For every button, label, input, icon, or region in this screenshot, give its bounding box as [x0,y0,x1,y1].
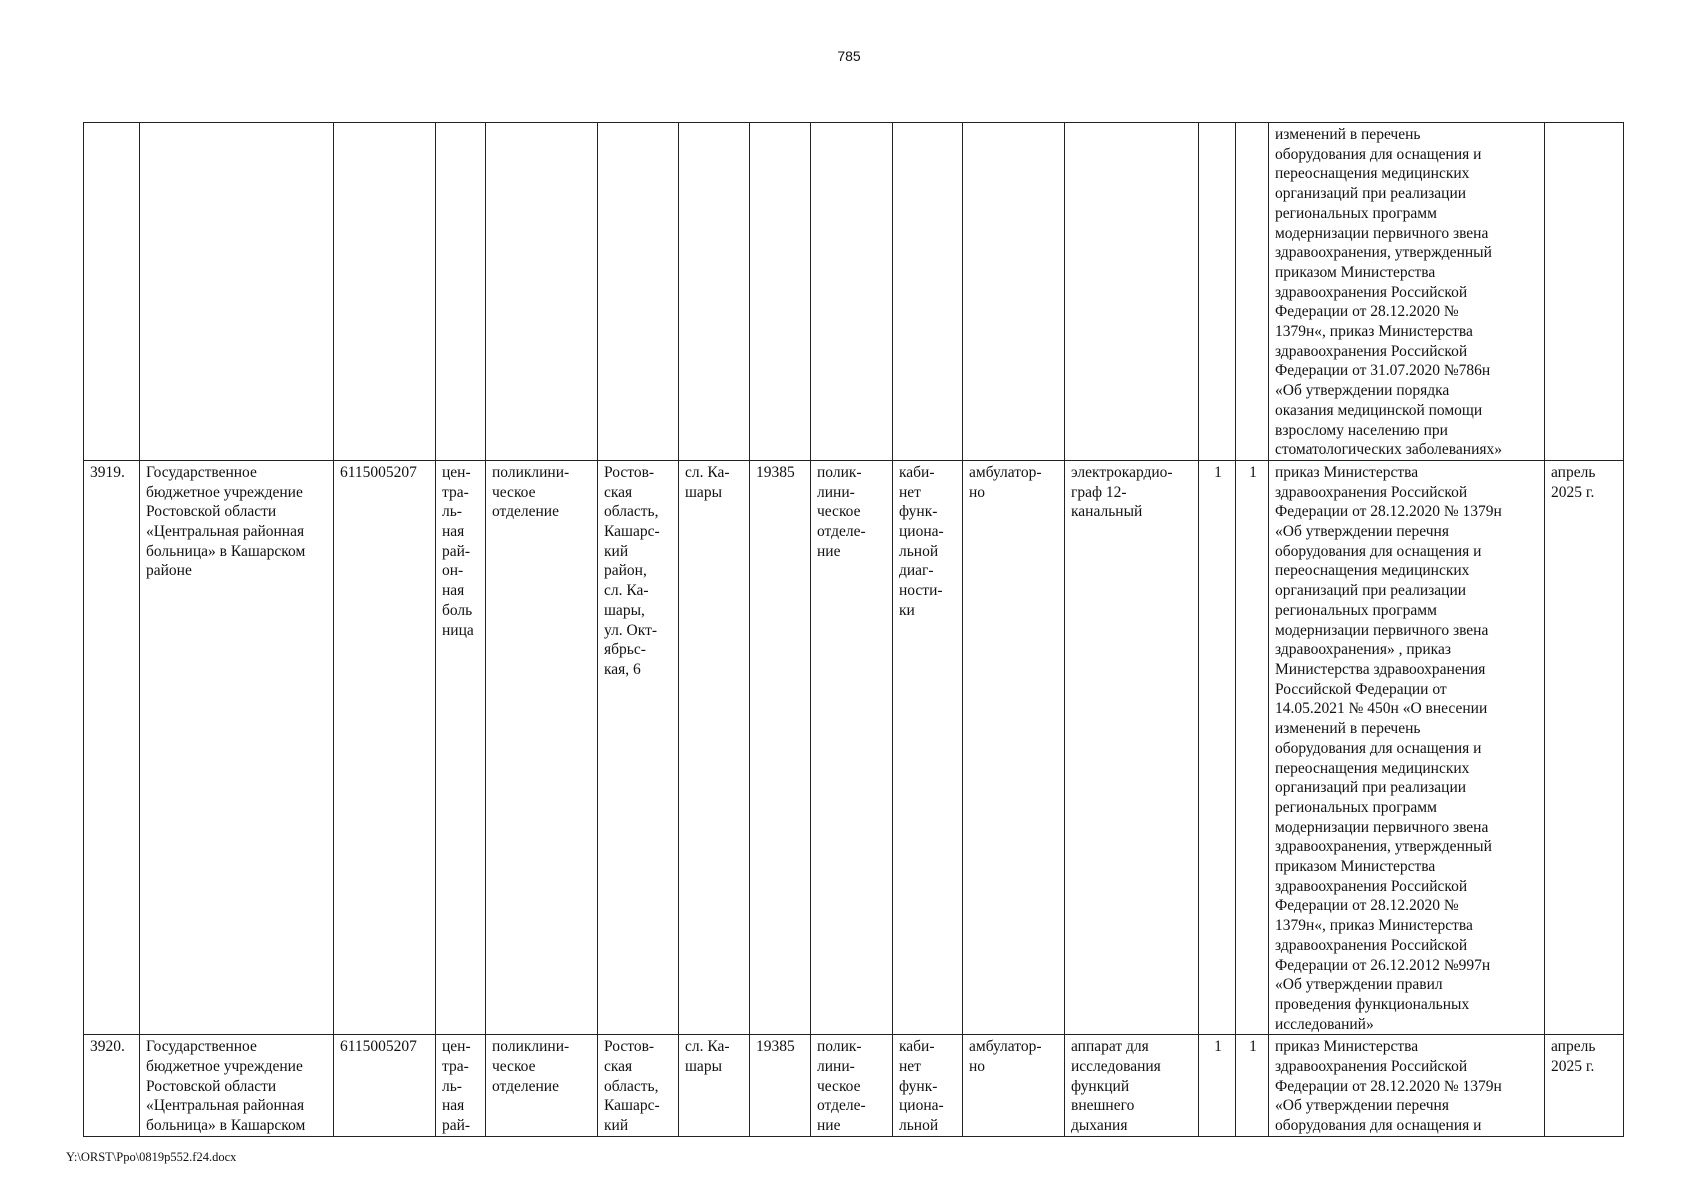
locality-cell: сл. Ка- шары [679,460,750,1034]
organization-type-cell: цен- тра- ль- ная рай- он- ная боль ница [436,460,486,1034]
room-name-cell: каби- нет функ- циона- льной [893,1035,963,1137]
subdivision-cell: полик- лини- ческое отделе- ние [811,1035,893,1137]
quantity-1-cell: 1 [1199,460,1236,1034]
address-cell [598,123,679,461]
room-name-cell: каби- нет функ- циона- льной диаг- ности- ки [893,460,963,1034]
organization-type-cell [436,123,486,461]
footer-file-path: Y:\ORST\Ppo\0819p552.f24.docx [66,1150,237,1164]
equipment-name-cell: электрокардио- граф 12- канальный [1065,460,1199,1034]
organization-name-cell [140,123,334,461]
row-number-cell: 3919. [84,460,140,1034]
locality-code-cell [750,123,811,461]
department-cell: поликлини- ческое отделение [486,460,598,1034]
subdivision-cell [811,123,893,461]
table-row [84,123,1624,461]
inn-code-cell [334,123,436,461]
table-row [84,460,1624,1034]
organization-name-cell: Государственное бюджетное учреждение Ростовской области «Центральная районная больница» в Кашарском [140,1035,334,1137]
quantity-1-cell: 1 [1199,1035,1236,1137]
legal-basis-cell: изменений в перечень оборудования для оснащения и переоснащения медицинских организаций при реализации региональных программ модернизации первичного звена здравоохранения, утвержденный приказом Министерства здравоохранения Российской Федерации от 28.12.2020 № 1379н«, приказ Министерства здравоохранения Российской Федерации от 31.07.2020 №786н «Об утверждении порядка оказания медицинской помощи взрослому населению при стоматологических заболеваниях» [1269,123,1545,461]
row-number-cell [84,123,140,461]
care-form-cell: амбулатор- но [963,1035,1065,1137]
equipment-name-cell: аппарат для исследования функций внешнего дыхания [1065,1035,1199,1137]
legal-basis-cell: приказ Министерства здравоохранения Российской Федерации от 28.12.2020 № 1379н «Об утверждении перечня оборудования для оснащения и переоснащения медицинских организаций при реализации региональных программ модернизации первичного звена здравоохранения» , приказ Министерства здравоохранения Российской Федерации от 14.05.2021 № 450н «О внесении изменений в перечень оборудования для оснащения и переоснащения медицинских организаций при реализации региональных программ модернизации первичного звена здравоохранения, утвержденный приказом Министерства здравоохранения Российской Федерации от 28.12.2020 № 1379н«, приказ Министерства здравоохранения Российской Федерации от 26.12.2012 №997н «Об утверждении правил проведения функциональных исследований» [1269,460,1545,1034]
locality-cell: сл. Ка- шары [679,1035,750,1137]
planned-date-cell: апрель 2025 г. [1545,460,1624,1034]
locality-code-cell: 19385 [750,1035,811,1137]
organization-type-cell: цен- тра- ль- ная рай- [436,1035,486,1137]
planned-date-cell: апрель 2025 г. [1545,1035,1624,1137]
inn-code-cell: 6115005207 [334,460,436,1034]
table-row [84,1035,1624,1137]
inn-code-cell: 6115005207 [334,1035,436,1137]
quantity-1-cell [1199,123,1236,461]
locality-code-cell: 19385 [750,460,811,1034]
address-cell: Ростов- ская область, Кашарс- кий район, сл. Ка- шары, ул. Окт- ябрьс- кая, 6 [598,460,679,1034]
organization-name-cell: Государственное бюджетное учреждение Ростовской области «Центральная районная больница» в Кашарском районе [140,460,334,1034]
planned-date-cell [1545,123,1624,461]
room-name-cell [893,123,963,461]
care-form-cell: амбулатор- но [963,460,1065,1034]
equipment-name-cell [1065,123,1199,461]
department-cell: поликлини- ческое отделение [486,1035,598,1137]
quantity-2-cell [1236,123,1269,461]
quantity-2-cell: 1 [1236,460,1269,1034]
address-cell: Ростов- ская область, Кашарс- кий [598,1035,679,1137]
equipment-table [83,122,1624,1137]
care-form-cell [963,123,1065,461]
legal-basis-cell: приказ Министерства здравоохранения Российской Федерации от 28.12.2020 № 1379н «Об утверждении перечня оборудования для оснащения и [1269,1035,1545,1137]
row-number-cell: 3920. [84,1035,140,1137]
subdivision-cell: полик- лини- ческое отделе- ние [811,460,893,1034]
department-cell [486,123,598,461]
locality-cell [679,123,750,461]
page-number: 785 [837,48,861,64]
quantity-2-cell: 1 [1236,1035,1269,1137]
